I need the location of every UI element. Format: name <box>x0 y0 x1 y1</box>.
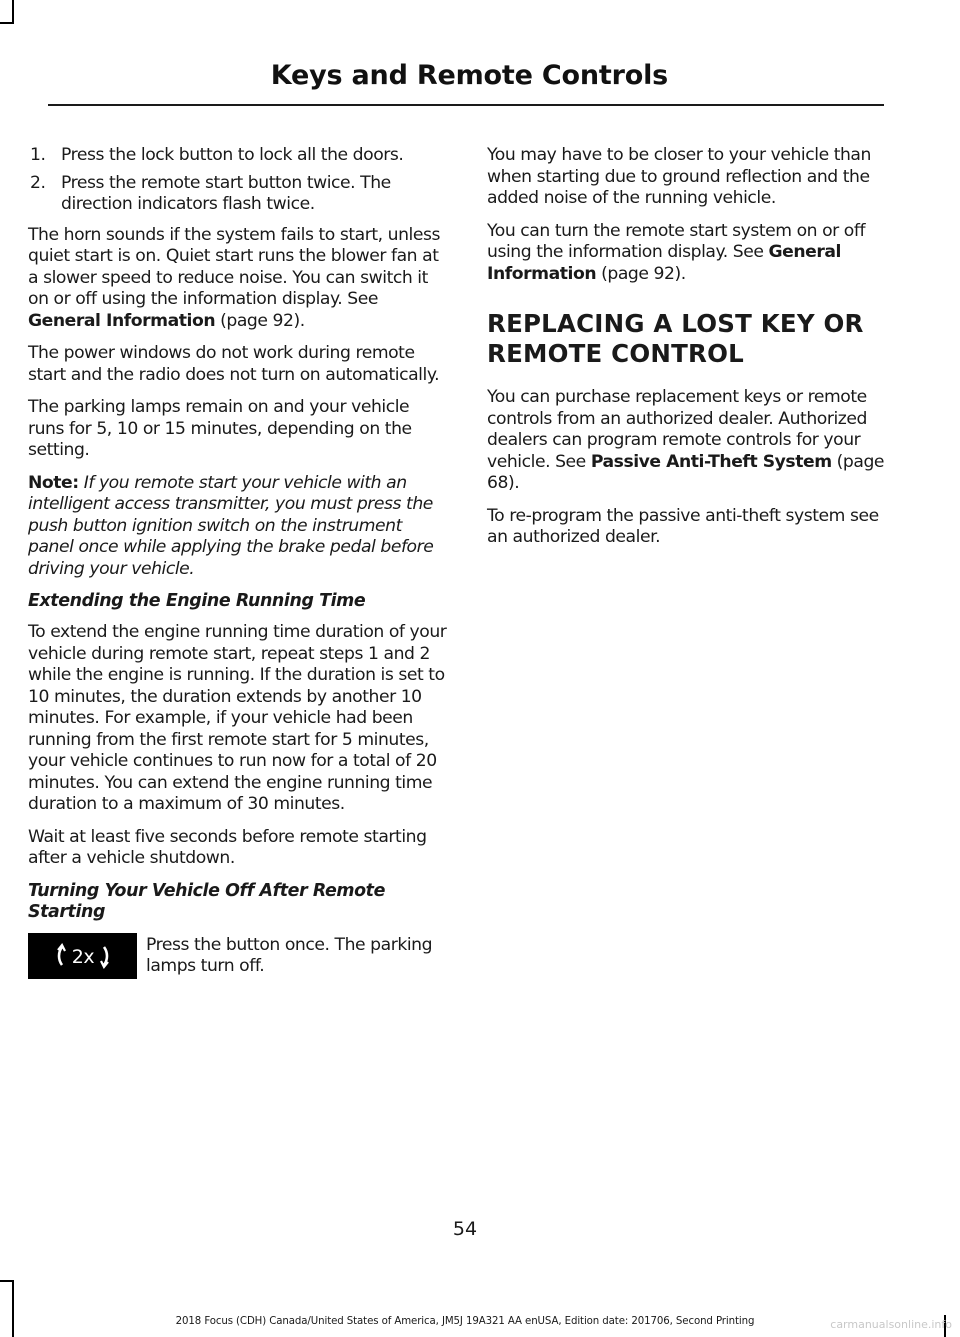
page-reference: (page 92). <box>596 263 686 284</box>
footer-text: 2018 Focus (CDH) Canada/United States of America, JM5J 19A321 AA enUSA, Edition date: 201706, Second Printing <box>175 1316 755 1327</box>
paragraph-reprogram: To re-program the passive anti-theft system see an authorized dealer. <box>487 505 879 547</box>
heading-line: REPLACING A LOST KEY OR <box>487 309 864 338</box>
step-number: 1. <box>30 145 46 165</box>
list-item <box>28 145 450 167</box>
page-title: Keys and Remote Controls <box>270 60 668 91</box>
paragraph-wait: Wait at least five seconds before remote starting after a vehicle shutdown. <box>28 826 427 868</box>
icon-instruction-text: Press the button once. The parking lamps turn off. <box>146 934 433 976</box>
crop-mark <box>0 1280 14 1282</box>
page-reference: (page 92). <box>215 310 305 331</box>
right-column <box>487 145 887 560</box>
paragraph-text: The horn sounds if the system fails to start, unless quiet start is on. Quiet start runs the blower fan at a slower speed to reduce noise. You can switch it on or off using the information display. See <box>28 224 440 309</box>
paragraph-horn <box>28 225 450 333</box>
link-general-information[interactable]: General Information <box>28 310 216 331</box>
note-label: Note: <box>28 472 79 493</box>
note <box>28 473 450 581</box>
step-number: 2. <box>30 172 46 193</box>
crop-mark <box>12 1280 14 1337</box>
left-column <box>28 145 450 979</box>
list-item <box>28 173 450 216</box>
icon-instruction <box>28 933 450 979</box>
header-rule <box>48 104 884 106</box>
page-reference: (page 68). <box>487 451 885 493</box>
paragraph-turn <box>487 221 887 286</box>
paragraph-text: You can turn the remote start system on or off using the information display. See <box>487 220 866 262</box>
remote-start-2x-icon <box>28 933 137 979</box>
crop-mark <box>0 22 14 24</box>
note-text: If you remote start your vehicle with an intelligent access transmitter, you must press the push button ignition switch on the instrument panel once while applying the brake pedal before driving your vehicle. <box>28 472 434 579</box>
heading-extending-running-time: Extending the Engine Running Time <box>28 591 366 611</box>
watermark: carmanualsonline.info <box>830 1318 952 1331</box>
section-heading-replacing-key <box>487 309 887 368</box>
link-passive-anti-theft[interactable]: Passive Anti-Theft System <box>590 451 832 472</box>
page-number: 54 <box>452 1218 478 1240</box>
steps-list <box>28 145 450 216</box>
step-text: Press the lock button to lock all the doors. <box>61 145 404 165</box>
paragraph-closer: You may have to be closer to your vehicle than when starting due to ground reflection and the added noise of the running vehicle. <box>487 145 871 208</box>
paragraph-purchase <box>487 387 887 495</box>
icon-label: 2x <box>71 945 94 968</box>
paragraph-extend: To extend the engine running time duration of your vehicle during remote start, repeat steps 1 and 2 while the engine is running. If the duration is set to 10 minutes, the duration extends by another 10 minutes. For example, if your vehicle had been running from the first remote start for 5 minutes, your vehicle continues to run now for a total of 20 minutes. You can extend the engine running time duration to a maximum of 30 minutes. <box>28 622 447 814</box>
paragraph-windows: The power windows do not work during remote start and the radio does not turn on automatically. <box>28 343 440 385</box>
paragraph-lamps: The parking lamps remain on and your vehicle runs for 5, 10 or 15 minutes, depending on the setting. <box>28 397 412 460</box>
heading-line: REMOTE CONTROL <box>487 338 744 368</box>
heading-turning-off: Turning Your Vehicle Off After Remote Starting <box>28 880 385 922</box>
step-text: Press the remote start button twice. The direction indicators flash twice. <box>61 172 391 214</box>
paragraph-text: You can purchase replacement keys or remote controls from an authorized dealer. Authorized dealers can program remote controls for your vehicle. See <box>487 387 867 472</box>
crop-mark <box>12 0 14 24</box>
link-general-information[interactable]: General Information <box>487 242 841 284</box>
